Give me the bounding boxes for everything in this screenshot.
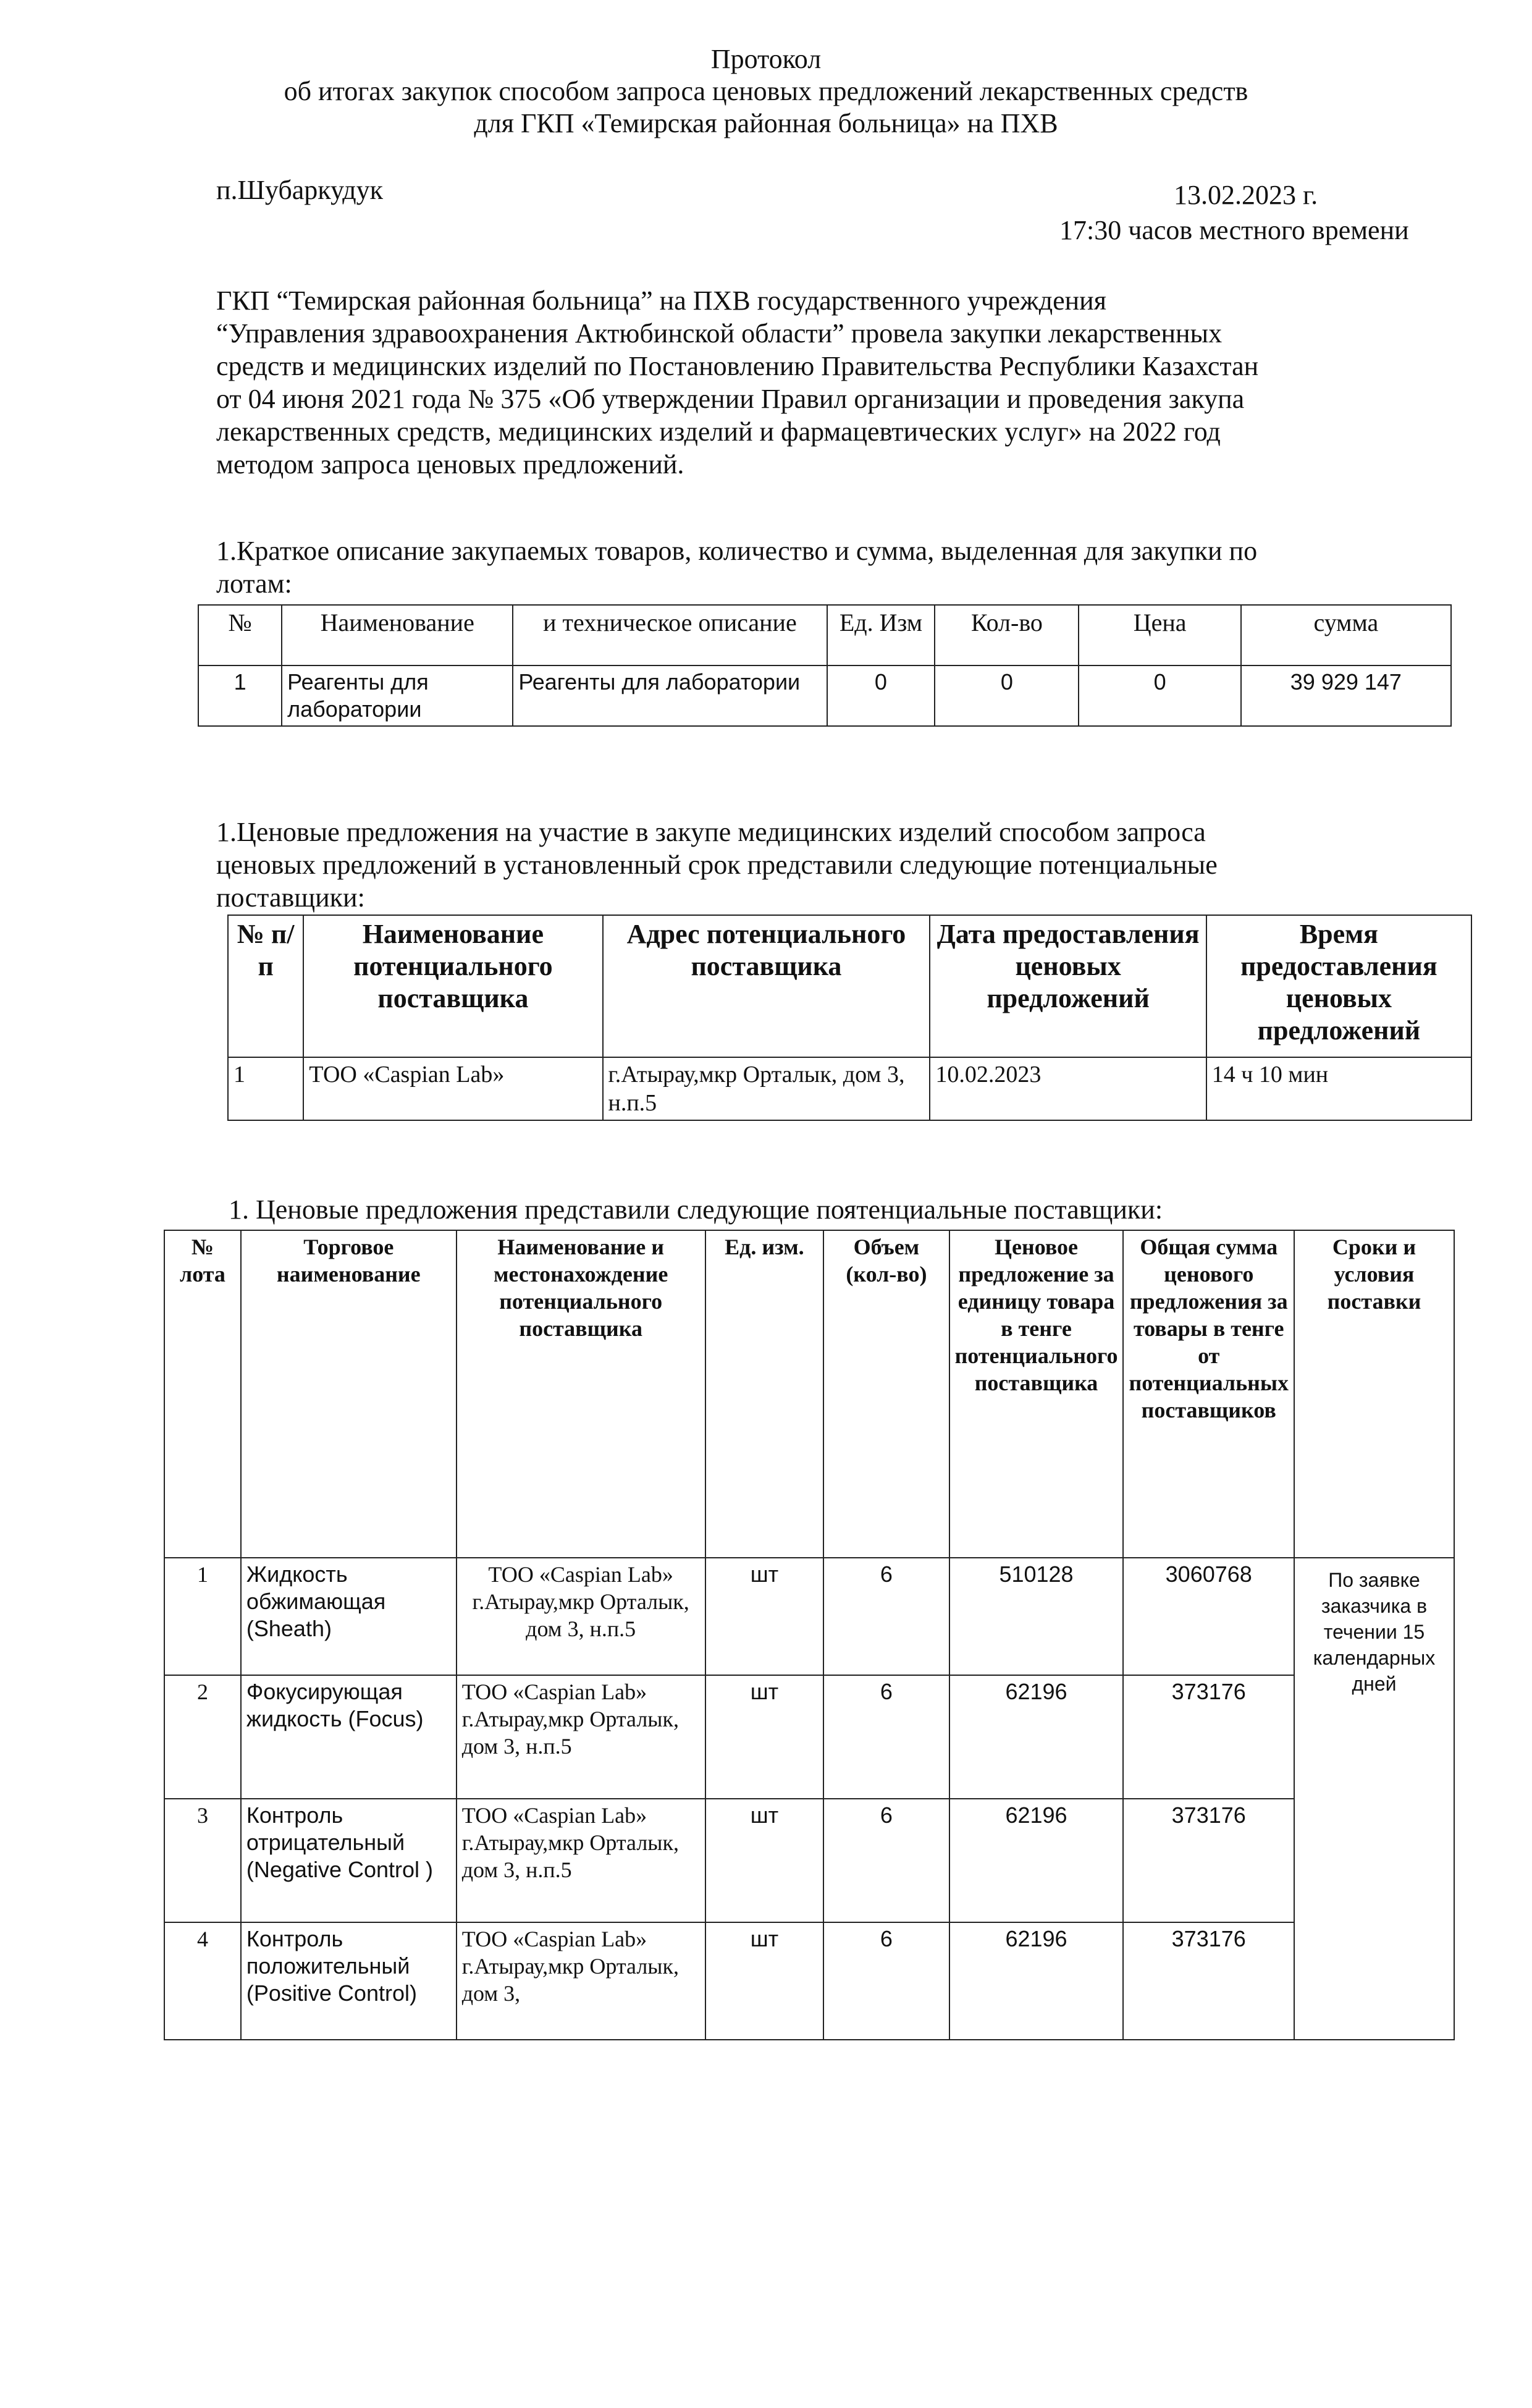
lots-summary-table [198,604,1452,727]
col-header: Общая сумма ценового предложения за товары в тенге от потенциальных поставщиков [1123,1230,1294,1558]
intro-line: ГКП “Темирская районная больница” на ПХВ государственного учреждения [216,285,1106,316]
cell-supplier: ТОО «Caspian Lab» г.Атырау,мкр Орталык, дом 3, н.п.5 [457,1799,705,1922]
intro-line: от 04 июня 2021 года № 375 «Об утверждении Правил организации и проведения закупа [216,384,1245,414]
col-header: № [198,605,282,665]
cell-unit: шт [705,1675,824,1799]
cell-num: 1 [198,665,282,726]
cell-name: Реагенты для лаборатории [282,665,513,726]
cell-num: 4 [164,1922,241,2040]
col-header: Дата предоставления ценовых предложений [930,915,1206,1057]
doc-subtitle-2: для ГКП «Темирская районная больница» на ПХВ [474,108,1058,138]
col-header: Торговое наименование [241,1230,457,1558]
doc-subtitle-1: об итогах закупок способом запроса ценовых предложений лекарственных средств [284,76,1248,106]
col-header: Адрес потенциального поставщика [603,915,930,1057]
cell-total: 373176 [1123,1922,1294,2040]
cell-num: 1 [164,1558,241,1675]
col-header: и техническое описание [513,605,827,665]
doc-title: Протокол [710,44,822,74]
col-header: Наименование [282,605,513,665]
cell-qty: 6 [823,1558,949,1675]
cell-unit-price: 62196 [949,1922,1124,2040]
section2-heading-line: 1.Ценовые предложения на участие в закупе медицинских изделий способом запроса [216,817,1206,847]
col-header: Наименование и местонахождение потенциального поставщика [457,1230,705,1558]
table-header-row [228,915,1471,1057]
col-header: № п/п [228,915,303,1057]
cell-unit-price: 510128 [949,1558,1124,1675]
time: 17:30 часов местного времени [1059,215,1409,245]
cell-qty: 0 [935,665,1079,726]
section2-heading-line: поставщики: [216,882,365,913]
table-row [198,665,1451,726]
table-header-row [164,1230,1454,1558]
section2-heading-line: ценовых предложений в установленный срок представили следующие потенциальные [216,850,1218,880]
cell-supplier: ТОО «Caspian Lab» г.Атырау,мкр Орталык, дом 3, [457,1922,705,2040]
intro-line: методом запроса ценовых предложений. [216,449,684,479]
col-header: Ед. Изм [827,605,935,665]
cell-description: Реагенты для лаборатории [513,665,827,726]
suppliers-table [227,915,1472,1121]
col-header: Сроки и условия поставки [1294,1230,1454,1558]
cell-qty: 6 [823,1799,949,1922]
col-header: Ед. изм. [705,1230,824,1558]
cell-date: 10.02.2023 [930,1057,1206,1120]
section2-heading [216,816,1421,914]
cell-num: 3 [164,1799,241,1922]
cell-total: 373176 [1123,1799,1294,1922]
cell-qty: 6 [823,1922,949,2040]
section3-heading: 1. Ценовые предложения представили следующие поятенциальные поставщики: [229,1194,1163,1225]
cell-qty: 6 [823,1675,949,1799]
cell-unit-price: 62196 [949,1799,1124,1922]
table-header-row [198,605,1451,665]
cell-name: Контроль положительный (Positive Control) [241,1922,457,2040]
col-header: Ценовое предложение за единицу товара в тенге потенциального поставщика [949,1230,1124,1558]
intro-paragraph [216,284,1421,481]
cell-time: 14 ч 10 мин [1206,1057,1471,1120]
col-header: Время предоставления ценовых предложений [1206,915,1471,1057]
intro-line: “Управления здравоохранения Актюбинской области” провела закупки лекарственных [216,318,1223,349]
cell-supplier: ТОО «Caspian Lab» г.Атырау,мкр Орталык, дом 3, н.п.5 [457,1558,705,1675]
cell-unit-price: 62196 [949,1675,1124,1799]
table-row [164,1922,1454,2040]
col-header: Объем (кол-во) [823,1230,949,1558]
intro-line: средств и медицинских изделий по Постановлению Правительства Республики Казахстан [216,351,1259,381]
table-row [228,1057,1471,1120]
cell-unit: 0 [827,665,935,726]
cell-sum: 39 929 147 [1241,665,1451,726]
cell-address: г.Атырау,мкр Орталык, дом 3, н.п.5 [603,1057,930,1120]
cell-num: 2 [164,1675,241,1799]
table-row [164,1799,1454,1922]
section1-heading [216,534,1421,600]
cell-delivery-terms: По заявке заказчика в течении 15 календарных дней [1294,1558,1454,2040]
cell-num: 1 [228,1057,303,1120]
place: п.Шубаркудук [216,175,384,205]
table-row [164,1558,1454,1675]
cell-supplier: ТОО «Caspian Lab» [303,1057,602,1120]
cell-unit: шт [705,1558,824,1675]
cell-name: Контроль отрицательный (Negative Control ) [241,1799,457,1922]
section1-heading-line: 1.Краткое описание закупаемых товаров, количество и сумма, выделенная для закупки по [216,536,1258,566]
cell-unit: шт [705,1799,824,1922]
col-header: № лота [164,1230,241,1558]
col-header: Кол-во [935,605,1079,665]
cell-name: Фокусирующая жидкость (Focus) [241,1675,457,1799]
section1-heading-line: лотам: [216,568,292,599]
cell-unit: шт [705,1922,824,2040]
table-row [164,1675,1454,1799]
cell-total: 3060768 [1123,1558,1294,1675]
col-header: Наименование потенциального поставщика [303,915,602,1057]
intro-line: лекарственных средств, медицинских изделий и фармацевтических услуг» на 2022 год [216,416,1221,447]
cell-supplier: ТОО «Caspian Lab» г.Атырау,мкр Орталык, дом 3, н.п.5 [457,1675,705,1799]
col-header: Цена [1079,605,1240,665]
cell-price: 0 [1079,665,1240,726]
col-header: сумма [1241,605,1451,665]
date: 13.02.2023 г. [1174,180,1318,210]
cell-total: 373176 [1123,1675,1294,1799]
price-offers-table [164,1230,1455,2040]
cell-name: Жидкость обжимающая (Sheath) [241,1558,457,1675]
